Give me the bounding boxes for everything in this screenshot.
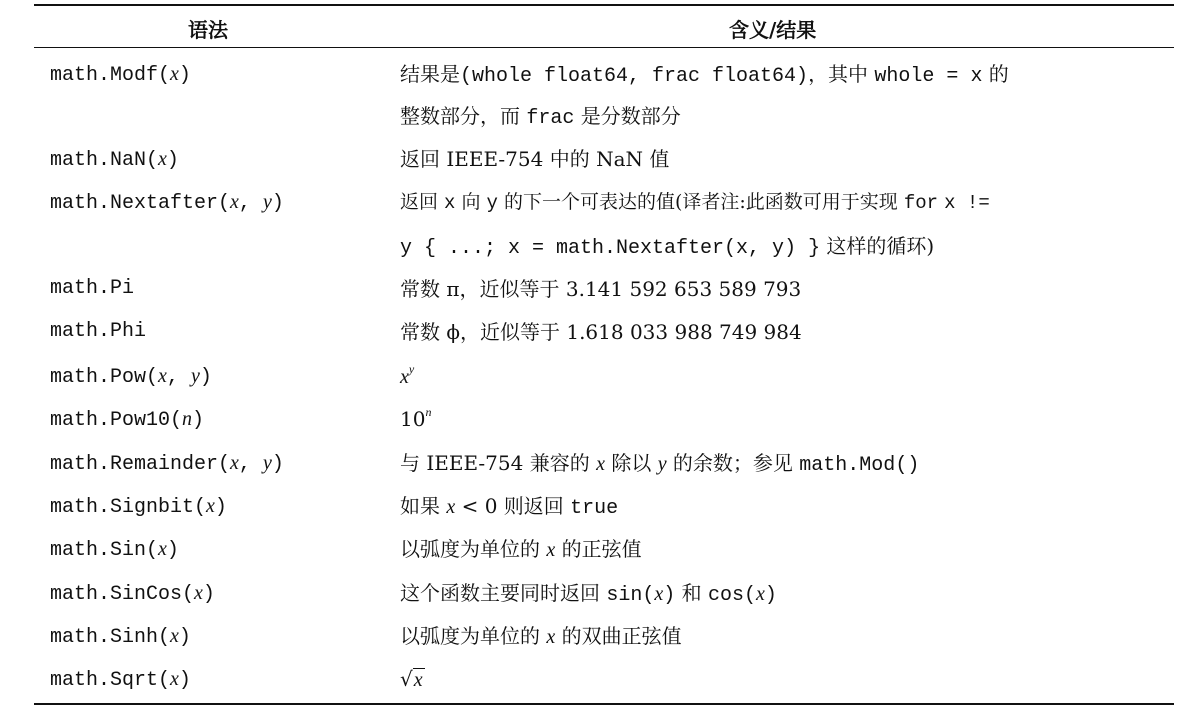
header-meaning: 含义/结果 — [729, 18, 817, 42]
syntax-modf: math.Modf(x) — [50, 63, 191, 87]
syntax-nan: math.NaN(x) — [50, 148, 179, 172]
syntax-signbit: math.Signbit(x) — [50, 495, 227, 519]
header-syntax: 语法 — [188, 18, 228, 42]
meaning-phi: 常数 ϕ，近似等于 1.618 033 988 749 984 — [400, 320, 802, 344]
meaning-pi: 常数 π，近似等于 3.141 592 653 589 793 — [400, 277, 802, 301]
meaning-nextafter-line2: y { ...; x = math.Nextafter(x, y) } 这样的循环) — [400, 234, 935, 260]
syntax-sinh: math.Sinh(x) — [50, 625, 191, 649]
meaning-nextafter-line1: 返回 x 向 y 的下一个可表达的值(译者注:此函数可用于实现 for x != — [400, 191, 990, 214]
meaning-sqrt — [400, 667, 425, 692]
table-bottom-rule — [34, 703, 1174, 705]
meaning-pow10: 10$^n$ — [400, 405, 432, 431]
syntax-sin: math.Sin(x) — [50, 538, 179, 562]
table-header-rule — [34, 47, 1174, 48]
meaning-pow: $x^y$ — [400, 362, 415, 388]
syntax-pow10: math.Pow10(n) — [50, 408, 205, 432]
meaning-modf-line1: 结果是(whole float64, frac float64)，其中 whole = x 的 — [400, 62, 1009, 88]
sqrt-symbol: √x — [400, 667, 423, 691]
meaning-sinh: 以弧度为单位的 x 的双曲正弦值 — [400, 624, 682, 648]
meaning-nan: 返回 IEEE-754 中的 NaN 值 — [400, 147, 670, 171]
syntax-sqrt: math.Sqrt(x) — [50, 668, 191, 692]
meaning-sincos: 这个函数主要同时返回 sin(x) 和 cos(x) — [400, 581, 777, 607]
meaning-remainder: 与 IEEE-754 兼容的 x 除以 y 的余数；参见 math.Mod() — [400, 451, 920, 477]
meaning-modf-line2: 整数部分，而 frac 是分数部分 — [400, 104, 681, 130]
syntax-pow: math.Pow(x, y) — [50, 365, 212, 389]
syntax-phi: math.Phi — [50, 320, 147, 343]
meaning-signbit: 如果 x < 0 则返回 true — [400, 494, 619, 520]
table-top-rule — [34, 4, 1174, 6]
syntax-nextafter: math.Nextafter(x, y) — [50, 191, 284, 215]
syntax-pi: math.Pi — [50, 277, 135, 300]
syntax-sincos: math.SinCos(x) — [50, 582, 215, 606]
syntax-remainder: math.Remainder(x, y) — [50, 452, 284, 476]
meaning-sin: 以弧度为单位的 x 的正弦值 — [400, 537, 642, 561]
